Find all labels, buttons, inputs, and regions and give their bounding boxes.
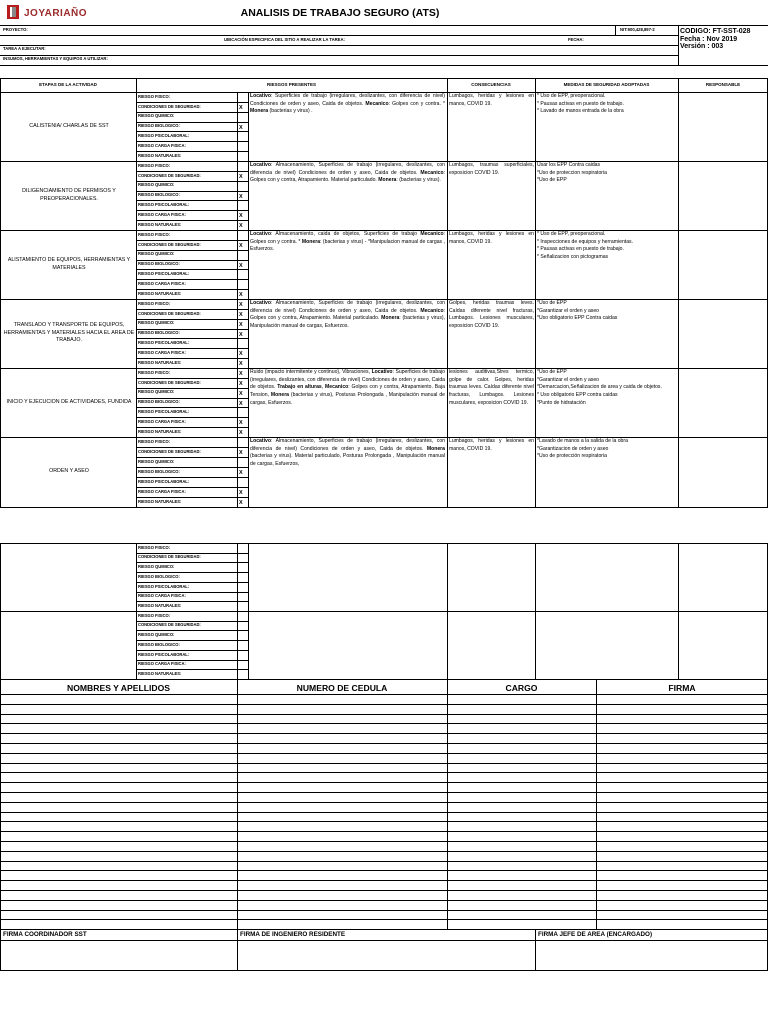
risk-label: RIESGO FISICO:	[138, 162, 171, 168]
risk-label: RIESGO PSICOLABORAL:	[138, 651, 190, 657]
risk-check-mark: X	[239, 301, 243, 308]
risk-check-mark: X	[239, 311, 243, 318]
risk-label: RIESGO FISICO:	[138, 544, 171, 550]
medida-item: *Uso obligatorio EPP Contra caidas	[537, 315, 618, 322]
risk-check-mark: X	[239, 104, 243, 111]
risk-label: RIESGO PSICOLABORAL:	[138, 478, 190, 484]
medida-item: Usar los EPP Contra caidas	[537, 162, 601, 168]
col-header-medidas: MEDIDAS DE SEGURIDAD ADOPTADAS	[563, 82, 650, 87]
risk-label: RIESGO BIOLOGICO:	[138, 330, 180, 336]
risk-label: RIESGO CARGA FISICA:	[138, 419, 186, 424]
medida-item: *Uso de proteccion respiratoria	[537, 169, 607, 176]
doc-code: CODIGO: FT-SST-028	[680, 28, 751, 35]
risk-check-mark: X	[239, 321, 243, 328]
risk-label: CONDICIONES DE SEGURIDAD:	[138, 241, 201, 247]
risk-label: CONDICIONES DE SEGURIDAD:	[138, 622, 201, 628]
risk-label: RIESGO BIOLOGICO:	[138, 641, 180, 647]
col-header-consecuencias: CONSECUENCIAS	[471, 82, 511, 87]
company-logo	[4, 3, 92, 21]
medida-item: *Uso de EPP	[537, 177, 567, 184]
medida-item: * Uso de EPP, preoperacional.	[537, 93, 606, 99]
personnel-row-line	[0, 861, 768, 862]
consecuencias-text: Lumbagos, heridas y lesiones en manos, COVID 19.	[449, 438, 534, 452]
medidas-list	[537, 231, 677, 298]
risk-check-mark: X	[239, 390, 243, 397]
risk-label: RIESGO PSICOLABORAL:	[138, 583, 190, 589]
consecuencias-text: Lumbagos, heridas y lesiones en manos, COVID 19.	[449, 93, 534, 107]
riesgos-presentes-text: Locativo: Almacenamiento, Superficies de trabajo (irregulares, deslizantes, con diferencia de nivel) Condiciones de orden y aseo, Caida de objetos. Monera (bacterias y virus). Material particulado, Posturas Prolongada , Manipulación manual de cargas, Esfuerzos,	[250, 438, 445, 468]
medida-item: *Demarcacion,Señalizacion de area y caida de objetos.	[537, 384, 662, 391]
personnel-row-line	[0, 851, 768, 852]
personnel-row-line	[0, 821, 768, 822]
risk-label: RIESGO NATURALES:	[138, 152, 182, 158]
medida-item: *Uso de EPP	[537, 369, 567, 375]
personnel-row-line	[0, 910, 768, 911]
risk-label: CONDICIONES DE SEGURIDAD:	[138, 103, 201, 109]
medida-item: *Uso de EPP	[537, 300, 567, 306]
risk-label: RIESGO QUIMICO:	[138, 182, 175, 188]
risk-label: RIESGO CARGA FISICA:	[138, 212, 186, 217]
risk-label: RIESGO BIOLOGICO:	[138, 468, 180, 474]
signature-jefe-label: FIRMA JEFE DE AREA (ENCARGADO)	[538, 931, 653, 938]
riesgos-presentes-text: Locativo: Almacenamiento, Superficies de trabajo (irregulares, deslizantes, con diferencia de nivel) Condiciones de orden y aseo, Caida de objetos. Mecanico: Golpes con y contra, Atrapamiento. Material particulado. Monera: (bacterias y virus).	[250, 162, 445, 184]
risk-label: RIESGO FISICO:	[138, 612, 171, 618]
risk-check-mark: X	[239, 124, 243, 131]
consecuencias-text: Lumbagos, heridas y lesiones en manos, COVID 19.	[449, 231, 534, 245]
medida-item: * Pausas activas en puesto de trabajo.	[537, 246, 624, 253]
personnel-header-nombres: NOMBRES Y APELLIDOS	[67, 683, 170, 693]
personnel-row-line	[0, 870, 768, 871]
doc-version: Versión : 003	[680, 43, 724, 50]
medidas-list	[537, 438, 677, 506]
personnel-row-line	[0, 831, 768, 832]
personnel-row-line	[0, 782, 768, 783]
stage-name: ORDEN Y ASEO	[49, 468, 89, 475]
personnel-row-line	[0, 753, 768, 754]
risk-label: RIESGO CARGA FISICA:	[138, 350, 186, 355]
risk-label: RIESGO FISICO:	[138, 231, 171, 237]
personnel-row-line	[0, 723, 768, 724]
risk-label: CONDICIONES DE SEGURIDAD:	[138, 448, 201, 454]
risk-check-mark: X	[239, 490, 243, 496]
col-header-riesgos: RIESGOS PRESENTES	[266, 82, 316, 87]
risk-check-mark: X	[239, 223, 243, 230]
medida-item: * Lavado de manos entrada de la obra	[537, 108, 624, 115]
risk-label: RIESGO BIOLOGICO:	[138, 399, 180, 405]
signature-ingeniero-label: FIRMA DE INGENIERO RESIDENTE	[240, 931, 346, 938]
doc-date: Fecha : Nov 2019	[680, 36, 738, 43]
risk-check-mark: X	[239, 331, 243, 338]
medida-item: *Uso de protección respiratoria	[537, 453, 607, 460]
medida-item: * Señalizacion con pictogramas	[537, 254, 609, 261]
medida-item: *Garantizar el orden y aseo	[537, 376, 600, 383]
risk-label: RIESGO PSICOLABORAL:	[138, 271, 190, 277]
personnel-row-line	[0, 694, 768, 695]
risk-check-mark: X	[239, 292, 243, 299]
personnel-row-line	[0, 733, 768, 734]
risk-check-mark: X	[239, 380, 243, 387]
medida-item: *Punto de hidratación	[537, 399, 586, 406]
personnel-row-line	[0, 900, 768, 901]
ubicacion-label: UBICACIÓN ESPECIFICA DEL SITIO A REALIZAR LA TAREA:	[224, 37, 345, 42]
medida-item: *Garantizar el orden y aseo	[537, 307, 600, 314]
risk-label: RIESGO QUIMICO:	[138, 251, 175, 257]
risk-label: RIESGO FISICO:	[138, 93, 171, 99]
risk-label: RIESGO QUIMICO:	[138, 632, 175, 638]
tarea-label: TAREA A EJECUTAR:	[3, 46, 46, 51]
risk-label: RIESGO BIOLOGICO:	[138, 123, 180, 129]
personnel-row-line	[0, 772, 768, 773]
personnel-header-cargo: CARGO	[505, 683, 538, 693]
insumos-label: INSUMOS, HERRAMIENTAS Y EQUIPOS A UTILIZAR:	[3, 56, 108, 61]
col-header-responsable: RESPONSABLE	[705, 82, 741, 87]
nit-text: NIT:900,428,897-2	[620, 27, 655, 32]
risk-label: RIESGO NATURALES:	[138, 221, 182, 227]
medidas-list	[537, 300, 677, 367]
consecuencias-text: Lumbagos, traumas superficiales, exposicion COVID 19.	[449, 162, 534, 176]
risk-label: RIESGO QUIMICO:	[138, 458, 175, 464]
risk-label: RIESGO QUIMICO:	[138, 389, 175, 395]
risk-check-mark: X	[239, 370, 243, 377]
personnel-row-line	[0, 714, 768, 715]
risk-label: RIESGO NATURALES:	[138, 428, 182, 434]
risk-label: RIESGO NATURALES:	[138, 359, 182, 365]
risk-label: RIESGO PSICOLABORAL:	[138, 133, 190, 139]
risk-label: RIESGO FISICO:	[138, 438, 171, 444]
risk-label: RIESGO PSICOLABORAL:	[138, 340, 190, 346]
risk-check-mark: X	[239, 500, 243, 506]
logo-text: JOYARIAÑO	[24, 8, 88, 19]
personnel-row-line	[0, 743, 768, 744]
risk-label: RIESGO QUIMICO:	[138, 320, 175, 326]
stage-name: DILIGENCIAMIENTO DE PERMISOS Y PREOPERACIONALES.	[22, 187, 116, 202]
medida-item: * Uso de EPP, preoperacional.	[537, 231, 606, 237]
stage-name: INICIO Y EJECUCION DE ACTIVIDADES, FUNDIDA	[6, 398, 132, 405]
medidas-list	[537, 369, 677, 436]
medida-item: * Pausas activas en puesto de trabajo.	[537, 100, 624, 107]
risk-label: RIESGO CARGA FISICA:	[138, 281, 186, 286]
stage-name: ALISTAMIENTO DE EQUIPOS, HERRAMIENTAS Y MATERIALES	[7, 256, 131, 271]
risk-label: CONDICIONES DE SEGURIDAD:	[138, 172, 201, 178]
stage-name: TRANSLADO Y TRANSPORTE DE EQUIPOS, HERRAMIENTAS Y MATERIALES HACIA EL AREA DE TRABAJO.	[3, 321, 135, 344]
risk-label: RIESGO CARGA FISICA:	[138, 593, 186, 599]
personnel-row-line	[0, 802, 768, 803]
risk-label: RIESGO CARGA FISICA:	[138, 488, 186, 494]
riesgos-presentes-text: Locativo: Superficies de trabajo (irregulares, deslizantes, con diferencia de nivel) Condiciones de orden y aseo, Caida de objetos. Mecanico: Golpes con y contra. * Monera (bacterias y virus) .	[250, 93, 445, 115]
document-title: ANALISIS DE TRABAJO SEGURO (ATS)	[240, 7, 440, 19]
risk-check-mark: X	[239, 420, 243, 427]
medida-item: * Inspecciones de equipos y herramientas.	[537, 238, 633, 245]
personnel-header-firma: FIRMA	[668, 683, 696, 693]
stage-name: CALISTENIA/ CHARLAS DE SST	[29, 122, 109, 129]
risk-check-mark: X	[239, 470, 243, 476]
personnel-row-line	[0, 704, 768, 705]
risk-check-mark: X	[239, 430, 243, 437]
consecuencias-text: Golpes, heridas traumas leves. Caídas diferente nivel fracturas, Lumbagos. Lesiones musculares, exposicion COVID 19.	[449, 300, 534, 330]
personnel-row-line	[0, 919, 768, 920]
risk-check-mark: X	[239, 173, 243, 180]
risk-check-mark: X	[239, 193, 243, 200]
risk-check-mark: X	[239, 361, 243, 368]
risk-label: RIESGO QUIMICO:	[138, 564, 175, 570]
medida-item: *Lavado de manos a la salida de la obra	[537, 438, 628, 444]
risk-check-mark: X	[239, 351, 243, 358]
medida-item: *Garantizacion de orden y aseo	[537, 445, 609, 452]
personnel-row-line	[0, 841, 768, 842]
risk-label: RIESGO CARGA FISICA:	[138, 143, 186, 148]
risk-label: RIESGO PSICOLABORAL:	[138, 409, 190, 415]
risk-label: RIESGO FISICO:	[138, 300, 171, 306]
medidas-list	[537, 162, 677, 229]
logo-mark-icon	[6, 4, 20, 20]
risk-label: RIESGO BIOLOGICO:	[138, 573, 180, 579]
fecha-label: FECHA:	[568, 37, 584, 42]
personnel-header-cedula: NUMERO DE CEDULA	[296, 683, 388, 693]
risk-label: RIESGO FISICO:	[138, 369, 171, 375]
risk-label: RIESGO QUIMICO:	[138, 113, 175, 119]
risk-label: RIESGO NATURALES:	[138, 602, 182, 608]
risk-check-mark: X	[239, 213, 243, 220]
risk-label: CONDICIONES DE SEGURIDAD:	[138, 310, 201, 316]
riesgos-presentes-text: Ruido (impacto intermitente y continuo), Vibraciones, Locativo: Superficies de trabajo (irregulares, deslizantes, con diferencia de nivel) Condiciones de orden y aseo, Caida de objetos. Trabajo en alturas, Mecanico: Golpes con y contra, Atrapamiento. Baja Tension, Monera (bacterias y virus), Posturas Prolongada , Manipulación manual de cargas, Esfuerzos.	[250, 369, 445, 406]
personnel-row-line	[0, 890, 768, 891]
risk-label: CONDICIONES DE SEGURIDAD:	[138, 379, 201, 385]
personnel-row-line	[0, 880, 768, 881]
risk-label: CONDICIONES DE SEGURIDAD:	[138, 554, 201, 560]
risk-label: RIESGO PSICOLABORAL:	[138, 202, 190, 208]
col-header-etapas: ETAPAS DE LA ACTIVIDAD	[39, 82, 97, 87]
risk-label: RIESGO NATURALES:	[138, 290, 182, 296]
risk-label: RIESGO CARGA FISICA:	[138, 661, 186, 667]
personnel-row-line	[0, 792, 768, 793]
risk-label: RIESGO NATURALES:	[138, 498, 182, 504]
risk-label: RIESGO BIOLOGICO:	[138, 261, 180, 267]
consecuencias-text: lesiones auditivas,Stres termico, golpe de calor. Golpes, heridas traumas leves. Caídas diferente nivel fracturas, Lumbagos. Lesiones musculares, exposicion COVID 19.	[449, 369, 534, 406]
risk-check-mark: X	[239, 262, 243, 269]
signature-coordinador-label: FIRMA COORDINADOR SST	[3, 931, 87, 938]
personnel-row-line	[0, 812, 768, 813]
proyecto-label: PROYECTO:	[3, 27, 28, 32]
risk-label: RIESGO BIOLOGICO:	[138, 192, 180, 198]
riesgos-presentes-text: Locativo: Almacenamiento, caida de objetos, Superficies de trabajo Mecanico: Golpes con y contra. * Monera: (bacterias y virus) - *Manipulacion manual de cargas , Esfuerzos.	[250, 231, 445, 253]
medidas-list	[537, 93, 677, 160]
risk-check-mark: X	[239, 450, 243, 456]
risk-check-mark: X	[239, 242, 243, 249]
medida-item: * Uso obligatorio EPP contra caidas	[537, 392, 618, 399]
risk-label: RIESGO NATURALES:	[138, 670, 182, 676]
personnel-row-line	[0, 763, 768, 764]
riesgos-presentes-text: Locativo: Almacenamiento, Superficies de trabajo (irregulares, deslizantes, con diferencia de nivel) Condiciones de orden y aseo, Caida de objetos. Mecanico: Golpes con y contra, Atrapamiento. Material particulado. Monera: (bacterias y virus), Manipulación manual de cargas, Esfuerzos.	[250, 300, 445, 330]
risk-check-mark: X	[239, 400, 243, 407]
